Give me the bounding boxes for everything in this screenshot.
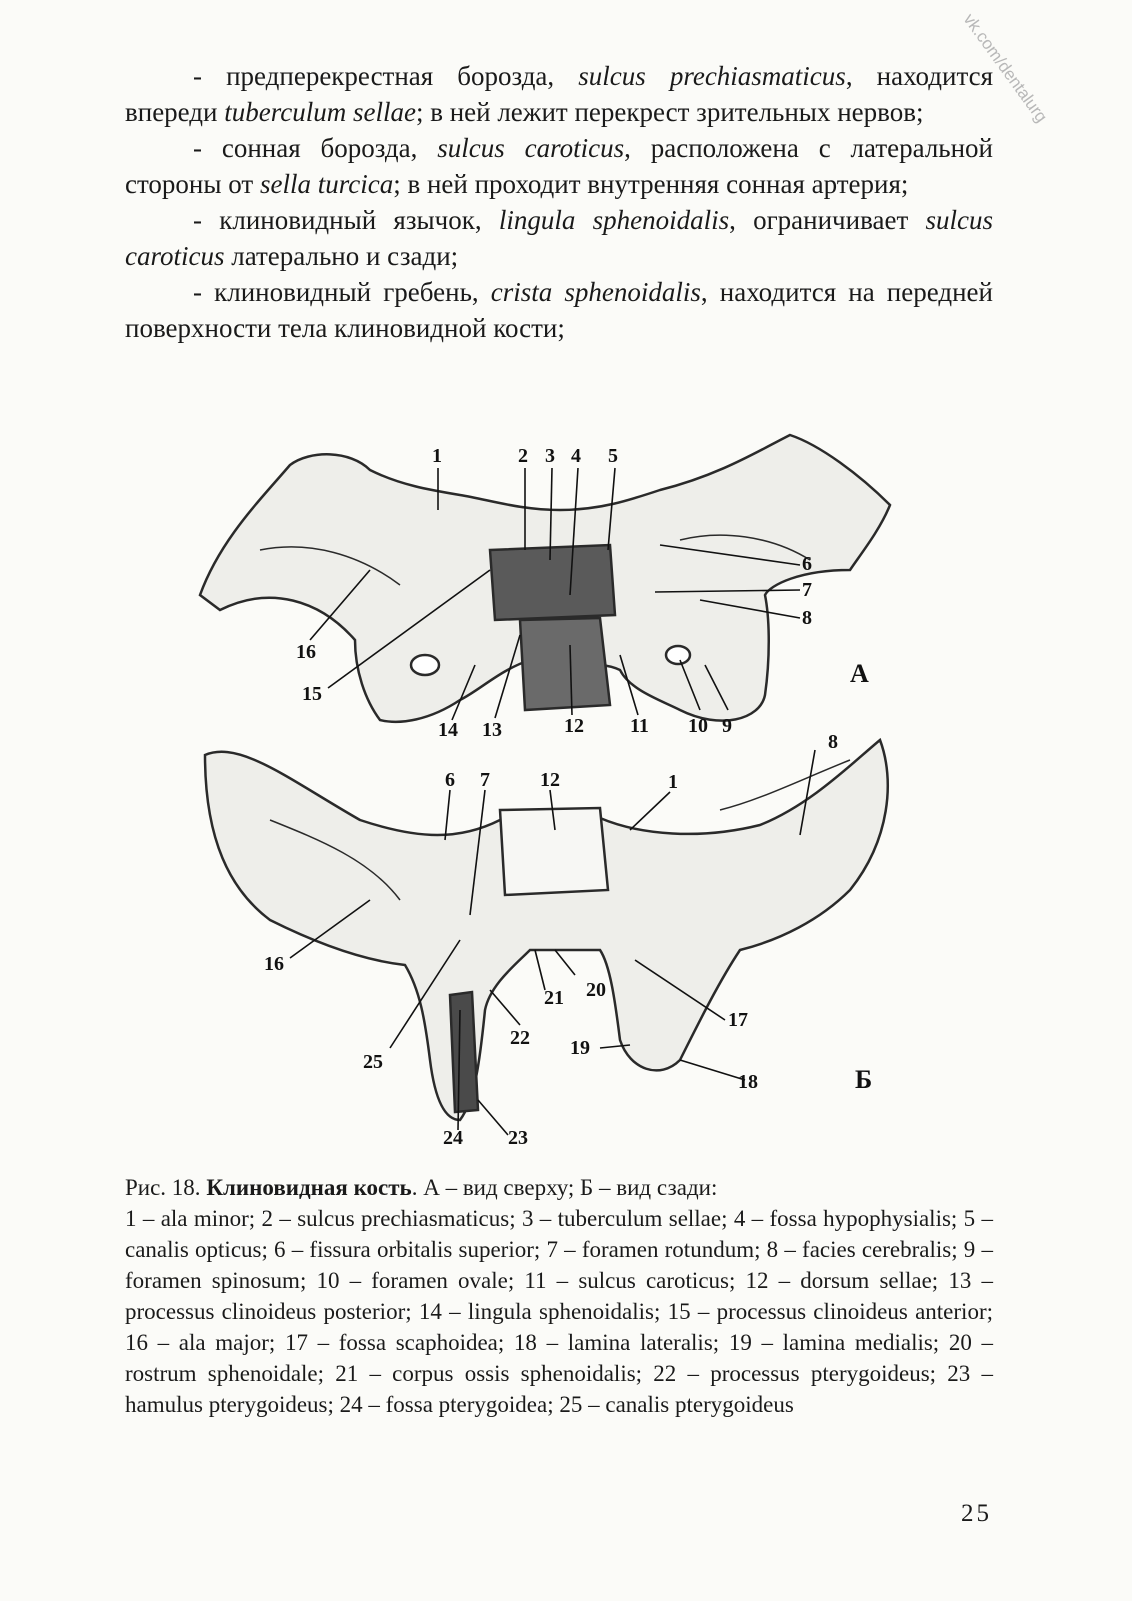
label-16: 16 bbox=[296, 641, 316, 663]
label-2: 2 bbox=[518, 445, 528, 467]
paragraph bbox=[125, 58, 993, 130]
latin-term: crista sphenoidalis bbox=[490, 277, 701, 307]
text-run: , находится впереди bbox=[125, 61, 993, 127]
label-8: 8 bbox=[802, 607, 812, 629]
label-3: 3 bbox=[545, 445, 555, 467]
label-15: 15 bbox=[302, 683, 322, 705]
label-24: 24 bbox=[443, 1127, 463, 1149]
label-6: 6 bbox=[802, 553, 812, 575]
label-21: 21 bbox=[544, 987, 564, 1009]
label-7: 7 bbox=[480, 769, 490, 791]
text-run: - сонная борозда, bbox=[193, 133, 438, 163]
label-12: 12 bbox=[540, 769, 560, 791]
text-run: - предперекрестная борозда, bbox=[193, 61, 579, 91]
sphenoid-bone-figure bbox=[160, 420, 960, 1180]
label-6: 6 bbox=[445, 769, 455, 791]
label-7: 7 bbox=[802, 579, 812, 601]
label-12: 12 bbox=[564, 715, 584, 737]
text-run: , находится на передней поверхности тела клиновидной кости; bbox=[125, 277, 993, 343]
paragraph bbox=[125, 202, 993, 274]
caption-legend: 1 – ala minor; 2 – sulcus prechiasmaticus; 3 – tuberculum sellae; 4 – fossa hypophysialis; 5 – canalis opticus; 6 – fissura orbitalis superior; 7 – foramen rotundum; 8 – facies cerebralis; 9 – foramen spinosum; 10 – foramen ovale; 11 – sulcus caroticus; 12 – dorsum sellae; 13 – processus clinoideus posterior; 14 – lingula sphenoidalis; 15 – processus clinoideus anterior; 16 – ala major; 17 – fossa scaphoidea; 18 – lamina lateralis; 19 – lamina medialis; 20 – rostrum sphenoidale; 21 – corpus ossis sphenoidalis; 22 – processus pterygoideus; 23 – hamulus pterygoideus; 24 – fossa pterygoidea; 25 – canalis pterygoideus bbox=[125, 1206, 993, 1417]
body-text bbox=[125, 58, 993, 346]
text-run: , расположена с латеральной стороны от bbox=[125, 133, 994, 199]
label-25: 25 bbox=[363, 1051, 383, 1073]
view-a-drawing bbox=[200, 435, 890, 722]
label-4: 4 bbox=[571, 445, 581, 467]
latin-term: sulcus caroticus bbox=[437, 133, 625, 163]
label-1: 1 bbox=[668, 771, 678, 793]
label-23: 23 bbox=[508, 1127, 528, 1149]
label-14: 14 bbox=[438, 719, 458, 741]
label-8: 8 bbox=[828, 731, 838, 753]
text-run: ; в ней проходит внутренняя сонная артерия; bbox=[393, 169, 909, 199]
label-19: 19 bbox=[570, 1037, 590, 1059]
text-run: латерально и сзади; bbox=[224, 241, 459, 271]
label-22: 22 bbox=[510, 1027, 530, 1049]
caption-title: Клиновидная кость bbox=[206, 1175, 412, 1200]
latin-term: tuberculum sellae bbox=[224, 97, 416, 127]
caption-fig-number: Рис. 18. bbox=[125, 1175, 207, 1200]
label-17: 17 bbox=[728, 1009, 748, 1031]
label-16: 16 bbox=[264, 953, 284, 975]
label-9: 9 bbox=[722, 715, 732, 737]
view-b-drawing bbox=[205, 740, 888, 1120]
latin-term: sella turcica bbox=[259, 169, 394, 199]
view-a-letter: А bbox=[850, 659, 869, 688]
figure-drawing bbox=[160, 420, 960, 1180]
paragraph bbox=[125, 274, 993, 346]
label-11: 11 bbox=[630, 715, 649, 737]
text-run: - клиновидный гребень, bbox=[193, 277, 491, 307]
view-b-letter: Б bbox=[855, 1065, 873, 1094]
caption-views: . А – вид сверху; Б – вид сзади: bbox=[411, 1175, 718, 1200]
latin-term: sulcus caroticus bbox=[125, 205, 993, 271]
text-run: , ограничивает bbox=[729, 205, 926, 235]
latin-term: lingula sphenoidalis bbox=[498, 205, 730, 235]
label-18: 18 bbox=[738, 1071, 758, 1093]
label-13: 13 bbox=[482, 719, 502, 741]
page-number: 25 bbox=[961, 1500, 992, 1527]
label-1: 1 bbox=[432, 445, 442, 467]
watermark: vk.com/dentalurg bbox=[959, 10, 1052, 126]
label-5: 5 bbox=[608, 445, 618, 467]
label-10: 10 bbox=[688, 715, 708, 737]
paragraph bbox=[125, 130, 993, 202]
label-20: 20 bbox=[586, 979, 606, 1001]
figure-caption bbox=[125, 1172, 993, 1420]
text-run: ; в ней лежит перекрест зрительных нервов; bbox=[415, 97, 924, 127]
text-run: - клиновидный язычок, bbox=[193, 205, 499, 235]
latin-term: sulcus prechiasmaticus bbox=[578, 61, 846, 91]
